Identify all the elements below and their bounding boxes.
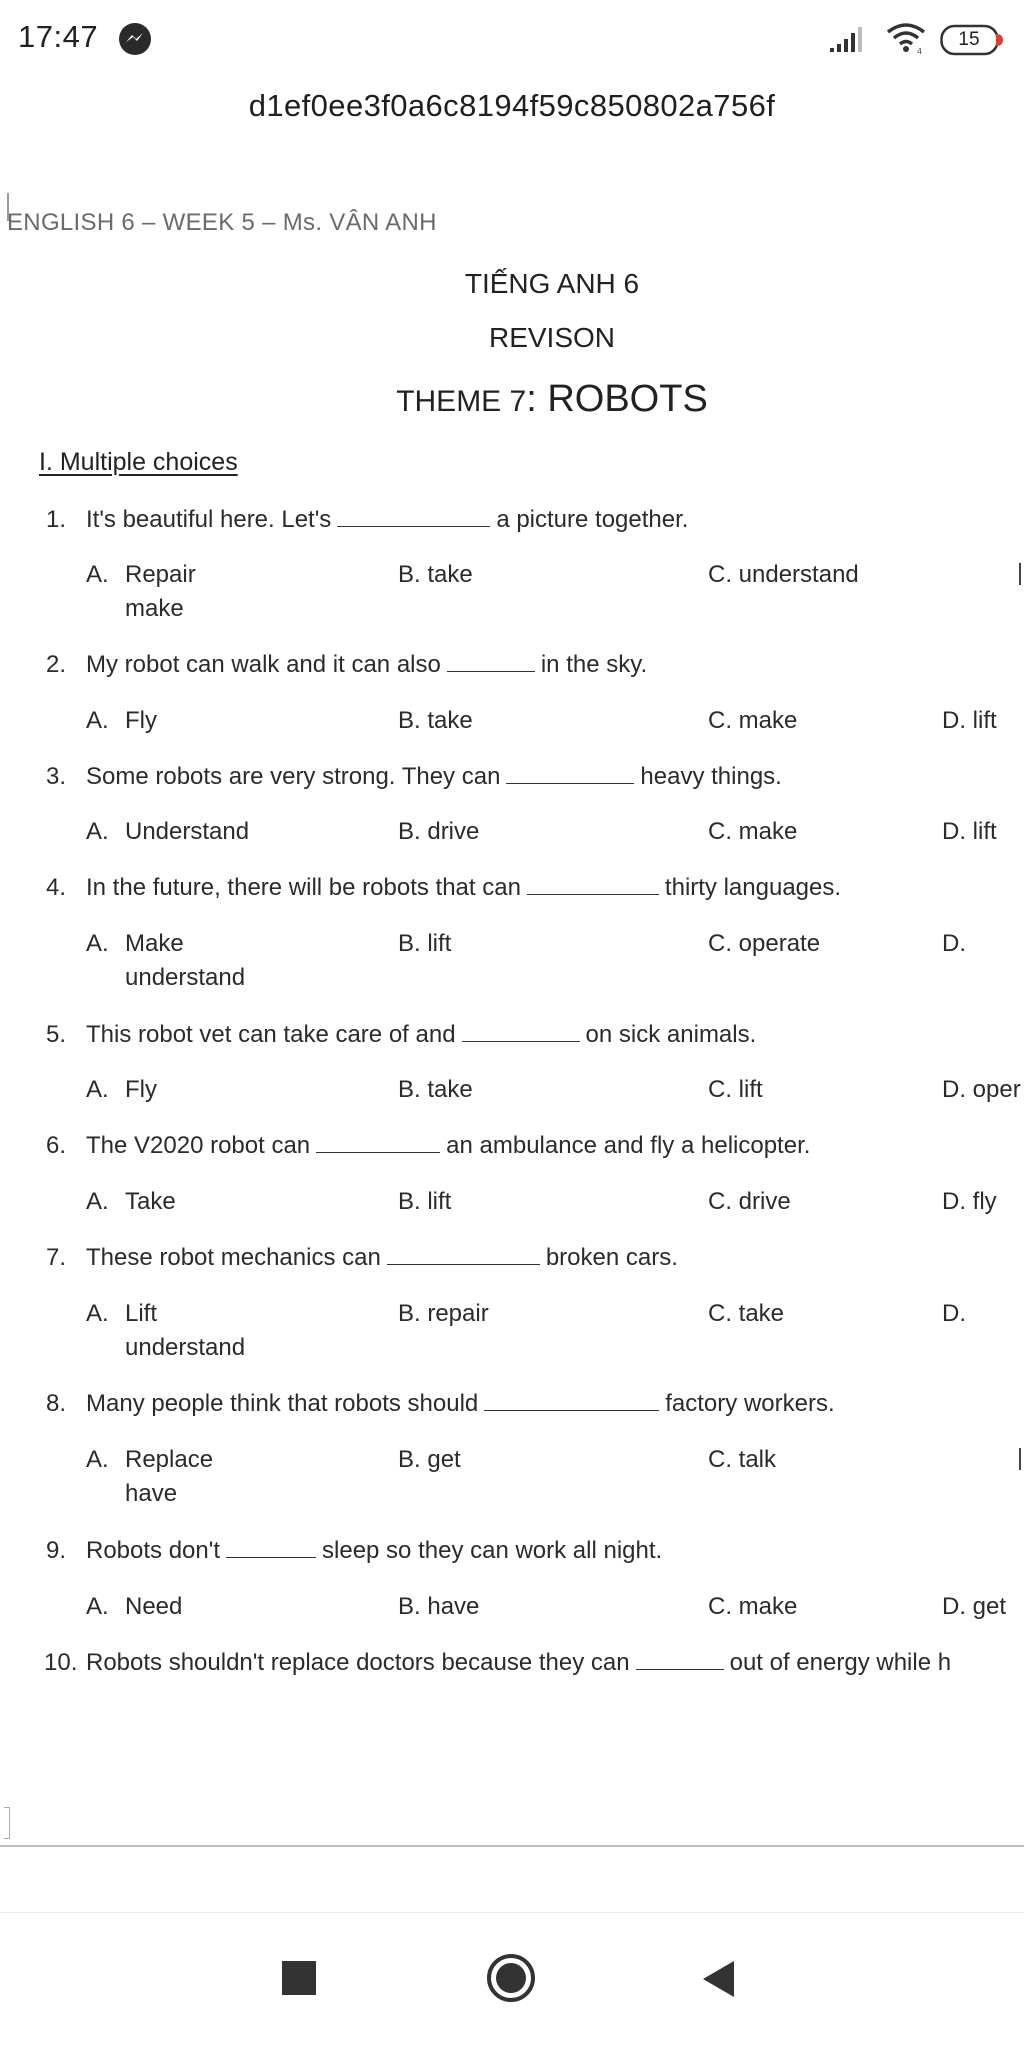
options-4 bbox=[0, 930, 1024, 964]
question-5 bbox=[0, 1021, 1024, 1055]
option-c[interactable]: C. talk bbox=[708, 1446, 777, 1473]
question-6 bbox=[0, 1132, 1024, 1166]
option-a[interactable]: A. Repair bbox=[86, 561, 196, 588]
option-b[interactable]: B. drive bbox=[398, 818, 480, 845]
option-d[interactable]: D. bbox=[942, 930, 966, 957]
document-header: ENGLISH 6 – WEEK 5 – Ms. VÂN ANH bbox=[7, 209, 437, 236]
option-a[interactable]: A. Understand bbox=[86, 818, 250, 845]
status-time: 17:47 bbox=[18, 19, 99, 54]
option-d[interactable]: D. get bbox=[942, 1593, 1007, 1620]
recent-apps-icon[interactable] bbox=[282, 1961, 316, 1995]
question-number: 7. bbox=[46, 1244, 67, 1271]
options-4-continued bbox=[0, 964, 1024, 998]
option-a[interactable]: A. Need bbox=[86, 1593, 183, 1620]
option-d-wrapped: understand bbox=[125, 1334, 246, 1361]
options-3 bbox=[0, 818, 1024, 852]
question-number: 3. bbox=[46, 763, 67, 790]
answer-blank bbox=[527, 876, 659, 895]
question-text: These robot mechanics can broken cars. bbox=[86, 1244, 678, 1271]
battery-icon bbox=[940, 24, 1006, 56]
answer-blank bbox=[462, 1023, 580, 1042]
option-b[interactable]: B. take bbox=[398, 1076, 473, 1103]
question-text: This robot vet can take care of and on sick animals. bbox=[86, 1021, 757, 1048]
option-c[interactable]: C. make bbox=[708, 1593, 798, 1620]
theme-name: : ROBOTS bbox=[526, 378, 708, 420]
question-number: 1. bbox=[46, 506, 67, 533]
options-7-continued bbox=[0, 1334, 1024, 1368]
question-text: Some robots are very strong. They can heavy things. bbox=[86, 763, 782, 790]
document-title: TIẾNG ANH 6 bbox=[464, 268, 640, 299]
question-number: 4. bbox=[46, 874, 67, 901]
question-number: 8. bbox=[46, 1390, 67, 1417]
question-text: Robots don't sleep so they can work all night. bbox=[86, 1537, 663, 1564]
theme-prefix: THEME 7 bbox=[396, 385, 527, 418]
options-1-continued bbox=[0, 595, 1024, 629]
option-d[interactable]: D. oper bbox=[942, 1076, 1021, 1103]
options-6 bbox=[0, 1188, 1024, 1222]
answer-blank bbox=[506, 765, 634, 784]
options-5 bbox=[0, 1076, 1024, 1110]
back-icon[interactable] bbox=[700, 1959, 736, 1999]
options-9 bbox=[0, 1593, 1024, 1627]
question-2 bbox=[0, 651, 1024, 685]
option-c[interactable]: C. make bbox=[708, 818, 798, 845]
options-1 bbox=[0, 561, 1024, 595]
option-c[interactable]: C. drive bbox=[708, 1188, 791, 1215]
question-text: The V2020 robot can an ambulance and fly a helicopter. bbox=[86, 1132, 811, 1159]
option-d[interactable]: D. lift bbox=[942, 707, 997, 734]
messenger-icon bbox=[118, 22, 152, 56]
options-8-continued bbox=[0, 1480, 1024, 1514]
option-a[interactable]: A. Replace bbox=[86, 1446, 214, 1473]
question-text: Robots shouldn't replace doctors because they can out of energy while h bbox=[86, 1649, 952, 1676]
option-d-wrapped: have bbox=[125, 1480, 178, 1507]
option-d-wrapped: make bbox=[125, 595, 184, 622]
option-a[interactable]: A. Lift bbox=[86, 1300, 158, 1327]
question-text: Many people think that robots should factory workers. bbox=[86, 1390, 835, 1417]
option-d[interactable]: D. lift bbox=[942, 818, 997, 845]
question-number: 10. bbox=[44, 1649, 78, 1676]
answer-blank bbox=[447, 653, 535, 672]
document-subtitle: REVISON bbox=[488, 322, 616, 353]
options-7 bbox=[0, 1300, 1024, 1334]
option-a[interactable]: A. Take bbox=[86, 1188, 176, 1215]
option-b[interactable]: B. lift bbox=[398, 930, 452, 957]
question-number: 6. bbox=[46, 1132, 67, 1159]
option-c[interactable]: C. lift bbox=[708, 1076, 763, 1103]
signal-icon bbox=[828, 24, 870, 54]
question-1 bbox=[0, 506, 1024, 540]
theme-title bbox=[0, 378, 1024, 421]
page-divider bbox=[0, 1845, 1024, 1847]
document-filename: d1ef0ee3f0a6c8194f59c850802a756f bbox=[248, 88, 776, 123]
option-d[interactable]: D. bbox=[942, 1300, 966, 1327]
question-3 bbox=[0, 763, 1024, 797]
option-d[interactable]: D. fly bbox=[942, 1188, 997, 1215]
option-c[interactable]: C. make bbox=[708, 707, 798, 734]
option-a[interactable]: A. Fly bbox=[86, 707, 157, 734]
battery-level: 15 bbox=[958, 29, 980, 50]
question-4 bbox=[0, 874, 1024, 908]
question-8 bbox=[0, 1390, 1024, 1424]
option-b[interactable]: B. have bbox=[398, 1593, 480, 1620]
option-b[interactable]: B. take bbox=[398, 561, 473, 588]
option-a[interactable]: A. Fly bbox=[86, 1076, 157, 1103]
page-corner-mark bbox=[4, 1807, 10, 1839]
option-c[interactable]: C. operate bbox=[708, 930, 821, 957]
options-8 bbox=[0, 1446, 1024, 1480]
option-a[interactable]: A. Make bbox=[86, 930, 184, 957]
status-bar bbox=[0, 0, 1024, 82]
option-c[interactable]: C. understand bbox=[708, 561, 859, 588]
navigation-bar bbox=[0, 1913, 1024, 2048]
question-9 bbox=[0, 1537, 1024, 1571]
section-heading: I. Multiple choices bbox=[39, 448, 238, 476]
answer-blank bbox=[226, 1539, 316, 1558]
option-c[interactable]: C. take bbox=[708, 1300, 785, 1327]
answer-blank bbox=[484, 1392, 659, 1411]
home-icon[interactable] bbox=[486, 1953, 536, 2003]
answer-blank bbox=[387, 1246, 540, 1265]
options-2 bbox=[0, 707, 1024, 741]
answer-blank bbox=[316, 1134, 440, 1153]
question-7 bbox=[0, 1244, 1024, 1278]
option-b[interactable]: B. take bbox=[398, 707, 473, 734]
question-number: 2. bbox=[46, 651, 67, 678]
option-b[interactable]: B. get bbox=[398, 1446, 461, 1473]
question-number: 5. bbox=[46, 1021, 67, 1048]
option-b[interactable]: B. lift bbox=[398, 1188, 452, 1215]
option-d-wrapped: understand bbox=[125, 964, 246, 991]
answer-blank bbox=[337, 508, 490, 527]
question-text: It's beautiful here. Let's a picture together. bbox=[86, 506, 689, 533]
svg-text:4: 4 bbox=[917, 47, 923, 56]
question-number: 9. bbox=[46, 1537, 67, 1564]
question-text: In the future, there will be robots that can thirty languages. bbox=[86, 874, 842, 901]
wifi-icon bbox=[884, 20, 928, 56]
option-d-edge bbox=[1019, 563, 1021, 585]
option-b[interactable]: B. repair bbox=[398, 1300, 489, 1327]
answer-blank bbox=[636, 1651, 724, 1670]
question-text: My robot can walk and it can also in the sky. bbox=[86, 651, 648, 678]
question-10 bbox=[0, 1649, 1024, 1683]
option-d-edge bbox=[1019, 1448, 1021, 1470]
